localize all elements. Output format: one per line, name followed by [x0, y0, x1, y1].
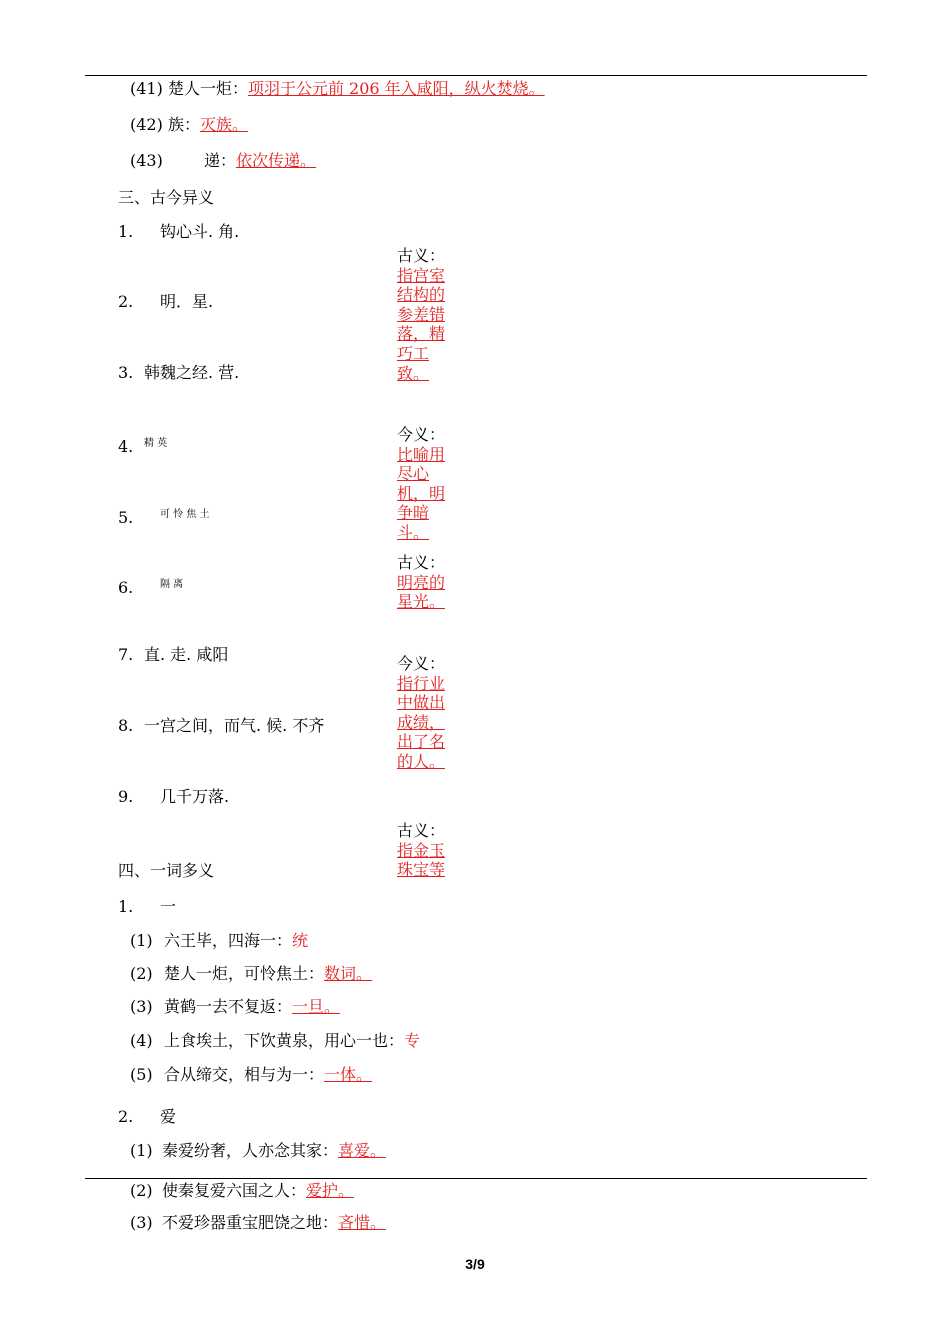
item-text: 一宫之间，而气. 候. 不齐 — [144, 716, 325, 735]
item-number: 2. — [118, 292, 134, 311]
item-number: (3) — [130, 997, 153, 1016]
item-number: (5) — [130, 1065, 153, 1084]
meaning-text: 指金玉珠宝等 — [397, 840, 446, 880]
answer: 灭族。 — [199, 115, 248, 134]
item-text: 使秦复爱六国之人： — [162, 1181, 307, 1200]
footer-rule — [85, 1178, 867, 1179]
page-number: 3/9 — [465, 1256, 485, 1272]
meaning-block-3 — [397, 553, 457, 612]
answer: 爱护。 — [306, 1181, 355, 1200]
item-number: 4. — [118, 437, 134, 456]
meaning-label: 今义： — [397, 425, 446, 444]
item-number: (2) — [130, 1181, 153, 1200]
item-text: 合从缔交，相与为一： — [164, 1065, 325, 1084]
meaning-text: 比喻用尽心机，明争暗斗。 — [397, 444, 446, 542]
gujin-item-2 — [118, 292, 213, 312]
item-number: (1) — [130, 931, 153, 950]
item-text: 楚人一炬： — [167, 79, 248, 98]
answer: 专 — [404, 1031, 421, 1050]
word-heading-2 — [118, 1107, 176, 1127]
item-text: 几千万落. — [160, 787, 230, 806]
top-rule — [85, 75, 867, 76]
item-number: 5. — [118, 508, 134, 527]
item-text: 六王毕，四海一： — [164, 931, 293, 950]
answer: 一旦。 — [292, 997, 341, 1016]
item-number: (42) — [130, 115, 163, 134]
answer: 喜爱。 — [338, 1141, 387, 1160]
item-number: (1) — [130, 1141, 153, 1160]
answer: 依次传递。 — [235, 151, 316, 170]
meaning-label: 今义： — [397, 654, 446, 673]
meaning-text: 指行业中做出成绩，出了名的人。 — [397, 673, 446, 771]
meaning-text: 指宫室结构的参差错落，精巧工致。 — [397, 265, 446, 383]
meaning-block-2 — [397, 425, 457, 543]
meaning-label: 古义： — [397, 821, 446, 840]
item-text: 递： — [203, 151, 236, 170]
word: 爱 — [160, 1107, 177, 1126]
item-text: 钩心斗. 角. — [160, 222, 240, 241]
item-number: 8. — [118, 716, 134, 735]
item-number: 7. — [118, 645, 134, 664]
meaning-block-4 — [397, 654, 457, 772]
section-title-yiciduoyi: 四、一词多义 — [118, 861, 215, 880]
answer: 统 — [292, 931, 309, 950]
sense-item — [130, 1065, 372, 1085]
item-text: 精 英 — [144, 438, 168, 449]
gujin-item-5 — [118, 505, 210, 528]
item-43 — [130, 151, 316, 171]
word-heading-1 — [118, 897, 176, 917]
gujin-item-3 — [118, 363, 239, 383]
item-number: 6. — [118, 578, 134, 597]
word-number: 2. — [118, 1107, 134, 1126]
item-text: 上食埃土，下饮黄泉，用心一也： — [164, 1031, 405, 1050]
gujin-item-4 — [118, 434, 167, 457]
item-text: 楚人一炬，可怜焦土： — [164, 964, 325, 983]
item-number: 9. — [118, 787, 134, 806]
answer: 项羽于公元前 206 年入咸阳，纵火焚烧。 — [247, 79, 545, 98]
meaning-block-5 — [397, 821, 457, 880]
item-number: (4) — [130, 1031, 153, 1050]
item-text: 黄鹤一去不复返： — [164, 997, 293, 1016]
word-number: 1. — [118, 897, 134, 916]
item-number: 3. — [118, 363, 134, 382]
item-text: 隔 离 — [160, 579, 184, 590]
item-42 — [130, 115, 248, 135]
answer: 一体。 — [324, 1065, 373, 1084]
gujin-item-1 — [118, 222, 239, 242]
sense-item — [130, 964, 372, 984]
item-number: (3) — [130, 1213, 153, 1232]
item-text: 直. 走. 咸阳 — [144, 645, 229, 664]
sense-item — [130, 931, 308, 951]
sense-item — [130, 1213, 386, 1233]
meaning-text: 明亮的星光。 — [397, 572, 446, 612]
gujin-item-6 — [118, 575, 183, 598]
sense-item — [130, 1181, 354, 1201]
sense-item — [130, 1141, 386, 1161]
answer: 数词。 — [324, 964, 373, 983]
item-number: 1. — [118, 222, 134, 241]
word: 一 — [160, 897, 177, 916]
item-text: 明．星. — [160, 292, 214, 311]
meaning-label: 古义： — [397, 246, 446, 265]
item-text: 不爱珍器重宝肥饶之地： — [162, 1213, 339, 1232]
item-text: 秦爱纷奢，人亦念其家： — [162, 1141, 339, 1160]
gujin-item-7 — [118, 645, 228, 665]
item-text: 族： — [167, 115, 200, 134]
sense-item — [130, 997, 340, 1017]
item-text: 可 怜 焦 土 — [160, 509, 210, 520]
gujin-item-8 — [118, 716, 324, 736]
item-number: (41) — [130, 79, 163, 98]
gujin-item-9 — [118, 787, 229, 807]
answer: 吝惜。 — [338, 1213, 387, 1232]
item-text: 韩魏之经. 营. — [144, 363, 240, 382]
meaning-block-1 — [397, 246, 457, 383]
sense-item — [130, 1031, 420, 1051]
item-number: (2) — [130, 964, 153, 983]
meaning-label: 古义： — [397, 553, 446, 572]
item-number: (43) — [130, 151, 163, 170]
section-title-gujin: 三、古今异义 — [118, 188, 215, 207]
item-41 — [130, 79, 545, 99]
